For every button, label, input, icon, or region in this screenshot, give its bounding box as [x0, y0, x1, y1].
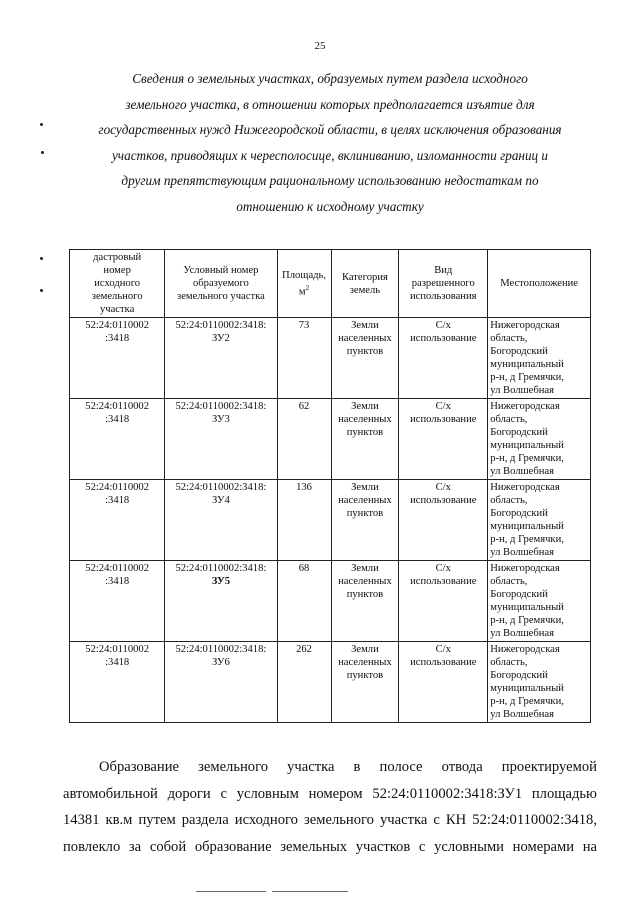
- cell-location: Нижегородская область, Богородский муниципальный р-н, д Гремячки, ул Волшебная: [488, 480, 591, 561]
- paragraph-line: [63, 781, 597, 808]
- paragraph-word: собой: [149, 838, 187, 855]
- header-land-category: Категория земель: [331, 250, 399, 318]
- paragraph-word: Образование: [99, 759, 179, 775]
- paragraph-word: исходного: [234, 812, 298, 828]
- paragraph-word: участка: [287, 759, 335, 775]
- paragraph-word: с: [433, 812, 440, 828]
- body-paragraph: [63, 754, 597, 860]
- paragraph-word: за: [128, 838, 142, 855]
- paragraph-word: 52:24:0110002:3418:ЗУ1: [372, 785, 523, 802]
- cell-area: 73: [277, 318, 331, 399]
- paragraph-word: площадью: [531, 785, 597, 802]
- paragraph-word: номерами: [512, 838, 575, 855]
- cell-location: Нижегородская область, Богородский муниципальный р-н, д Гремячки, ул Волшебная: [488, 399, 591, 480]
- paragraph-word: раздела: [181, 812, 229, 828]
- cell-category: Земли населенных пунктов: [331, 561, 399, 642]
- header-cadastral-number: дастровый номер исходного земельного участка: [70, 250, 165, 318]
- paragraph-word: образование: [194, 838, 272, 855]
- cell-conditional: 52:24:0110002:3418: ЗУ4: [165, 480, 277, 561]
- footer-rule-left: [196, 891, 266, 892]
- cell-location: Нижегородская область, Богородский муниципальный р-н, д Гремячки, ул Волшебная: [488, 642, 591, 723]
- cell-area: 62: [277, 399, 331, 480]
- paragraph-line: [63, 834, 597, 861]
- header-permitted-use: Вид разрешенного использования: [399, 250, 488, 318]
- cell-area: 136: [277, 480, 331, 561]
- cell-cadastral: 52:24:0110002 :3418: [70, 318, 165, 399]
- cell-conditional: 52:24:0110002:3418: ЗУ6: [165, 642, 277, 723]
- paragraph-word: участка: [379, 812, 428, 828]
- table-row: [70, 480, 591, 561]
- paragraph-word: условными: [434, 838, 504, 855]
- cell-location: Нижегородская область, Богородский муниципальный р-н, д Гремячки, ул Волшебная: [488, 318, 591, 399]
- paragraph-word: автомобильной: [63, 785, 158, 802]
- paragraph-word: повлекло: [63, 838, 121, 855]
- paragraph-word: номером: [308, 785, 363, 802]
- paragraph-word: проектируемой: [501, 759, 597, 775]
- paragraph-word: 52:24:0110002:3418,: [472, 812, 597, 828]
- paragraph-word: на: [582, 838, 597, 855]
- cell-use: С/х использование: [399, 480, 488, 561]
- paragraph-word: земельных: [280, 838, 348, 855]
- cell-location: Нижегородская область, Богородский муниципальный р-н, д Гремячки, ул Волшебная: [488, 561, 591, 642]
- cell-category: Земли населенных пунктов: [331, 642, 399, 723]
- cell-use: С/х использование: [399, 399, 488, 480]
- document-heading: [60, 66, 600, 219]
- cell-use: С/х использование: [399, 642, 488, 723]
- paragraph-word: отвода: [441, 759, 483, 775]
- cell-category: Земли населенных пунктов: [331, 318, 399, 399]
- header-conditional-number: Условный номер образуемого земельного участка: [165, 250, 277, 318]
- paragraph-word: с: [220, 785, 227, 802]
- header-location: Местоположение: [488, 250, 591, 318]
- table-row: [70, 318, 591, 399]
- paragraph-word: условным: [236, 785, 299, 802]
- heading-line: другим препятствующим рациональному использованию недостаткам по: [121, 173, 539, 188]
- heading-line: Сведения о земельных участках, образуемых путем раздела исходного: [132, 71, 528, 86]
- table-row: [70, 642, 591, 723]
- cell-cadastral: 52:24:0110002 :3418: [70, 642, 165, 723]
- cell-cadastral: 52:24:0110002 :3418: [70, 561, 165, 642]
- paragraph-word: земельного: [198, 759, 269, 775]
- cell-use: С/х использование: [399, 318, 488, 399]
- paragraph-word: полосе: [379, 759, 423, 775]
- cell-conditional: 52:24:0110002:3418: ЗУ3: [165, 399, 277, 480]
- cell-cadastral: 52:24:0110002 :3418: [70, 480, 165, 561]
- table-row: [70, 561, 591, 642]
- land-plots-table: [69, 249, 591, 723]
- cell-category: Земли населенных пунктов: [331, 480, 399, 561]
- paragraph-word: путем: [138, 812, 176, 828]
- paragraph-word: 14381: [63, 812, 100, 828]
- paragraph-word: в: [353, 759, 361, 775]
- paragraph-word: с: [418, 838, 426, 855]
- heading-line: участков, приводящих к чересполосице, вклиниванию, изломанности границ и: [111, 147, 549, 163]
- cell-area: 262: [277, 642, 331, 723]
- table-header-row: [70, 250, 591, 318]
- table-row: [70, 399, 591, 480]
- page-number: 25: [314, 40, 326, 52]
- cell-conditional: 52:24:0110002:3418: ЗУ5: [165, 561, 277, 642]
- paragraph-word: дороги: [167, 785, 211, 802]
- paragraph-line: [63, 807, 597, 834]
- cell-category: Земли населенных пунктов: [331, 399, 399, 480]
- cell-area: 68: [277, 561, 331, 642]
- paragraph-line: [63, 754, 597, 781]
- margin-dot-mark: [40, 123, 43, 126]
- margin-dot-mark: [40, 257, 43, 260]
- cell-conditional: 52:24:0110002:3418: ЗУ2: [165, 318, 277, 399]
- heading-line: государственных нужд Нижегородской области, в целях исключения образования: [98, 122, 562, 137]
- paragraph-word: кв.м: [105, 812, 133, 828]
- heading-line: отношению к исходному участку: [236, 198, 424, 214]
- margin-dot-mark: [41, 151, 44, 154]
- header-area: Площадь, $м^2$: [277, 250, 331, 318]
- paragraph-word: земельного: [304, 812, 374, 828]
- paragraph-word: участков: [355, 838, 411, 855]
- cell-cadastral: 52:24:0110002 :3418: [70, 399, 165, 480]
- cell-use: С/х использование: [399, 561, 488, 642]
- footer-rule-right: [272, 891, 348, 892]
- heading-line: земельного участка, в отношении которых предполагается изъятие для: [125, 96, 535, 112]
- margin-dot-mark: [40, 289, 43, 292]
- paragraph-word: КН: [445, 812, 467, 828]
